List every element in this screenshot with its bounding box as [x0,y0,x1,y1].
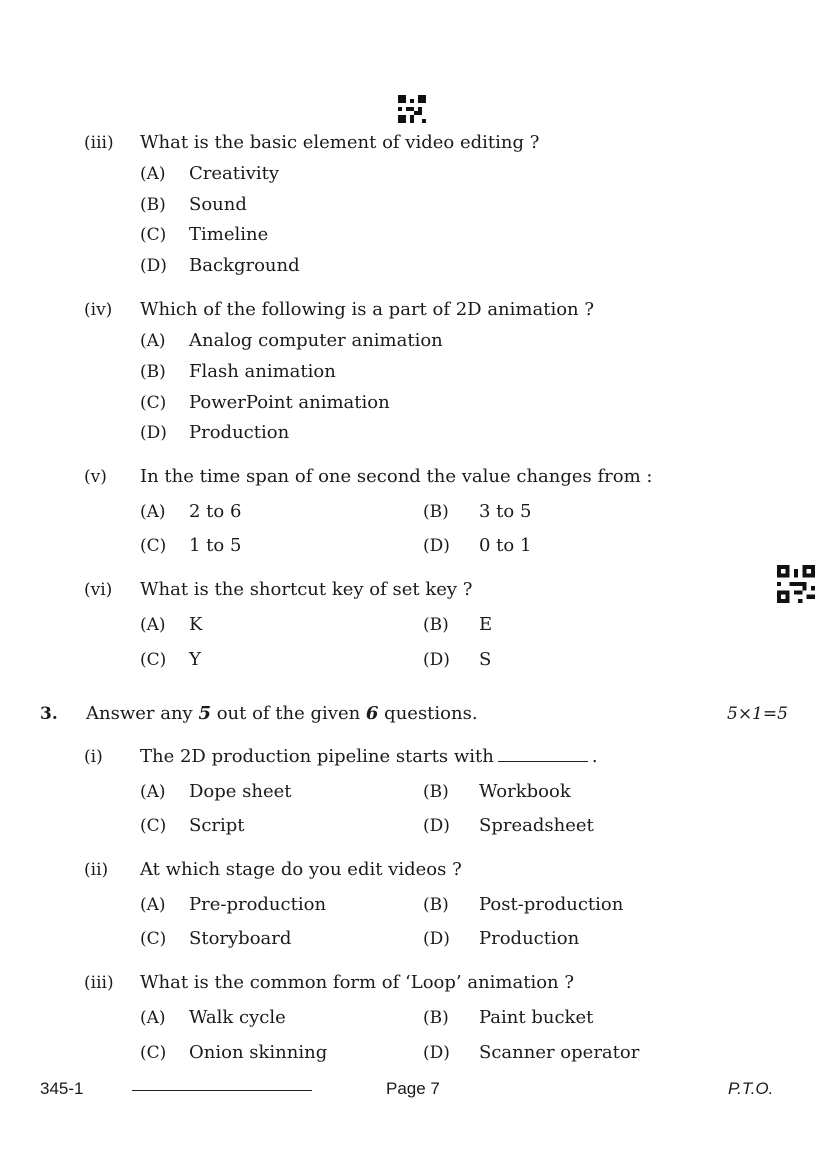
question-text: What is the shortcut key of set key ? [140,579,473,600]
question-count: 6 [365,703,379,724]
question-text-end: . [591,746,598,767]
option-text: Production [189,422,290,443]
instruction-part: out of the given [210,703,366,724]
option-text: Script [189,815,245,836]
option-text: Flash animation [189,361,336,382]
option-text: Paint bucket [479,1007,594,1028]
option-text: Y [189,649,201,670]
option-text: Onion skinning [189,1042,328,1063]
question-number: (iv) [84,300,113,320]
question-number: (v) [84,467,107,487]
option-label: (B) [423,615,449,635]
option-label: (B) [423,782,449,802]
instruction-part: Answer any [86,703,199,724]
option-label: (D) [423,929,450,949]
option-label: (C) [140,1043,167,1063]
option-text: Scanner operator [479,1042,640,1063]
page-turn-over: P.T.O. [728,1079,774,1098]
option-text: K [189,614,203,635]
option-label: (B) [423,895,449,915]
option-label: (D) [423,536,450,556]
option-label: (C) [140,650,167,670]
option-text: Storyboard [189,928,292,949]
option-text: S [479,649,492,670]
section-instructions [86,703,478,725]
question-number: (iii) [84,133,114,153]
option-label: (C) [140,816,167,836]
option-label: (C) [140,225,167,245]
option-text: Analog computer animation [189,330,443,351]
option-label: (D) [423,816,450,836]
option-label: (B) [140,362,166,382]
option-text: PowerPoint animation [189,392,390,413]
question-text: What is the basic element of video editing ? [140,132,540,153]
question-text: What is the common form of ‘Loop’ animation ? [140,972,575,993]
option-label: (C) [140,536,167,556]
option-text: Post-production [479,894,624,915]
question-text [140,746,598,768]
option-text: Walk cycle [189,1007,286,1028]
question-text: Which of the following is a part of 2D animation ? [140,299,594,320]
option-text: Pre-production [189,894,327,915]
qr-code-side-icon [777,565,815,603]
paper-code: 345-1 [40,1079,84,1098]
option-text: Spreadsheet [479,815,594,836]
option-text: Workbook [479,781,571,802]
section-marks: 5×1=5 [727,704,788,724]
answer-blank [498,747,588,762]
option-label: (A) [140,1008,166,1028]
question-number: (iii) [84,973,114,993]
option-label: (A) [140,615,166,635]
option-label: (C) [140,393,167,413]
option-text: Production [479,928,580,949]
option-text: Background [189,255,300,276]
option-text: 2 to 6 [189,501,242,522]
section-number: 3. [40,704,58,724]
question-text: At which stage do you edit videos ? [140,859,462,880]
option-label: (A) [140,895,166,915]
option-label: (B) [423,502,449,522]
option-label: (C) [140,929,167,949]
option-text: Creativity [189,163,280,184]
option-label: (A) [140,782,166,802]
footer-divider [132,1090,312,1091]
option-text: 1 to 5 [189,535,242,556]
qr-code-top-icon [398,95,426,123]
question-number: (vi) [84,580,113,600]
option-text: Sound [189,194,247,215]
option-label: (A) [140,502,166,522]
option-label: (D) [423,650,450,670]
question-number: (ii) [84,860,109,880]
option-label: (B) [140,195,166,215]
answer-count: 5 [198,703,211,724]
option-label: (D) [423,1043,450,1063]
option-label: (A) [140,331,166,351]
option-text: 0 to 1 [479,535,532,556]
question-number: (i) [84,747,103,767]
option-text: Dope sheet [189,781,292,802]
option-text: 3 to 5 [479,501,532,522]
page-number: Page 7 [386,1079,440,1098]
option-label: (A) [140,164,166,184]
question-text: In the time span of one second the value changes from : [140,466,653,487]
question-text-part: The 2D production pipeline starts with [140,746,494,767]
instruction-part: questions. [378,703,478,724]
option-text: Timeline [189,224,269,245]
option-label: (D) [140,256,167,276]
option-label: (D) [140,423,167,443]
option-label: (B) [423,1008,449,1028]
option-text: E [479,614,493,635]
